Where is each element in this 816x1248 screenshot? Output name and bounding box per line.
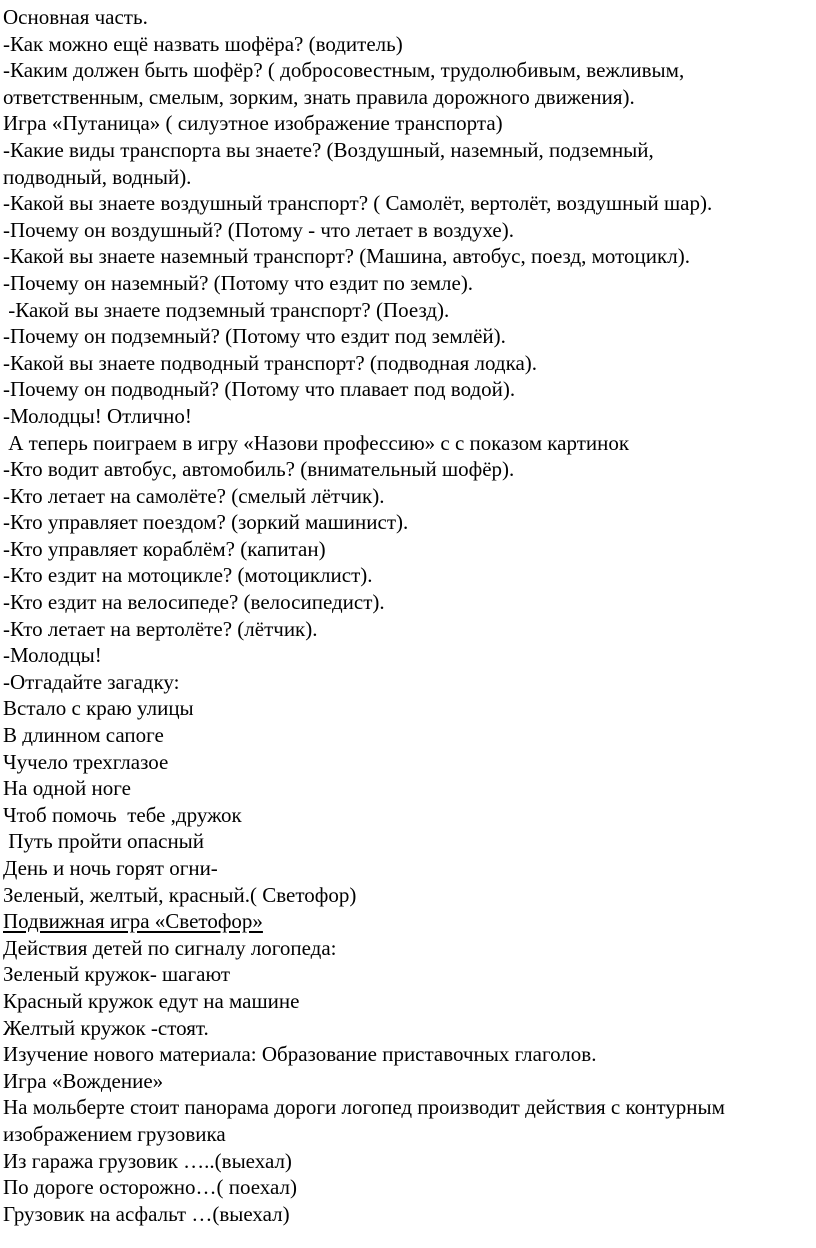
question-line: -Почему он воздушный? (Потому - что летает в воздухе).: [3, 217, 514, 242]
outdoor-game-title: Подвижная игра «Светофор»: [3, 909, 263, 934]
riddle-intro: -Отгадайте загадку:: [3, 669, 180, 694]
riddle-line: Чтоб помочь тебе ,дружок: [3, 802, 242, 827]
question-line: -Какой вы знаете воздушный транспорт? ( Самолёт, вертолёт, воздушный шар).: [3, 191, 713, 216]
question-line: -Какой вы знаете подземный транспорт? (Поезд).: [3, 297, 450, 322]
question-line-continuation: ответственным, смелым, зорким, знать правила дорожного движения).: [3, 84, 635, 109]
question-line: -Как можно ещё назвать шофёра? (водитель): [3, 31, 403, 56]
game-title: Игра «Путаница» ( силуэтное изображение транспорта): [3, 111, 503, 136]
question-line: -Какие виды транспорта вы знаете? (Воздушный, наземный, подземный,: [3, 137, 654, 162]
praise-line: -Молодцы!: [3, 643, 102, 668]
praise-line: -Молодцы! Отлично!: [3, 403, 192, 428]
instruction-line-continuation: изображением грузовика: [3, 1121, 226, 1146]
section-heading: Основная часть.: [3, 5, 148, 29]
exercise-line: Из гаража грузовик …..(выехал): [3, 1148, 292, 1173]
question-line: -Какой вы знаете подводный транспорт? (подводная лодка).: [3, 350, 538, 375]
question-line: -Кто водит автобус, автомобиль? (внимательный шофёр).: [3, 457, 515, 482]
instruction-line: Красный кружок едут на машине: [3, 988, 300, 1013]
riddle-line: Встало с краю улицы: [3, 696, 194, 721]
question-line-continuation: подводный, водный).: [3, 164, 192, 189]
exercise-line: По дороге осторожно…( поехал): [3, 1175, 297, 1200]
question-line: -Почему он подземный? (Потому что ездит под землёй).: [3, 324, 506, 349]
game-title: А теперь поиграем в игру «Назови профессию» с с показом картинок: [3, 430, 630, 455]
question-line: -Кто ездит на мотоцикле? (мотоциклист).: [3, 563, 373, 588]
instruction-line: Зеленый кружок- шагают: [3, 962, 231, 987]
instruction-line: На мольберте стоит панорама дороги логопед производит действия с контурным: [3, 1095, 725, 1120]
question-line: -Кто управляет кораблём? (капитан): [3, 536, 326, 561]
riddle-line: День и ночь горят огни-: [3, 856, 218, 880]
question-line: -Кто летает на вертолёте? (лётчик).: [3, 616, 318, 641]
question-line: -Каким должен быть шофёр? ( добросовестным, трудолюбивым, вежливым,: [3, 58, 685, 83]
riddle-line: Путь пройти опасный: [3, 829, 205, 854]
question-line: -Почему он подводный? (Потому что плавает под водой).: [3, 377, 516, 402]
question-line: -Какой вы знаете наземный транспорт? (Машина, автобус, поезд, мотоцикл).: [3, 244, 690, 269]
riddle-line: В длинном сапоге: [3, 723, 164, 748]
game-title: Игра «Вождение»: [3, 1068, 164, 1093]
riddle-line: На одной ноге: [3, 776, 131, 801]
riddle-line: Чучело трехглазое: [3, 749, 169, 774]
question-line: -Почему он наземный? (Потому что ездит по земле).: [3, 270, 474, 295]
instruction-line: Желтый кружок -стоят.: [3, 1015, 209, 1040]
question-line: -Кто ездит на велосипеде? (велосипедист).: [3, 590, 385, 615]
instruction-line: Действия детей по сигналу логопеда:: [3, 935, 337, 960]
riddle-answer: Зеленый, желтый, красный.( Светофор): [3, 882, 357, 907]
question-line: -Кто летает на самолёте? (смелый лётчик).: [3, 483, 385, 508]
new-material-heading: Изучение нового материала: Образование приставочных глаголов.: [3, 1042, 597, 1067]
exercise-line: Грузовик на асфальт …(выехал): [3, 1201, 290, 1226]
question-line: -Кто управляет поездом? (зоркий машинист).: [3, 510, 409, 535]
